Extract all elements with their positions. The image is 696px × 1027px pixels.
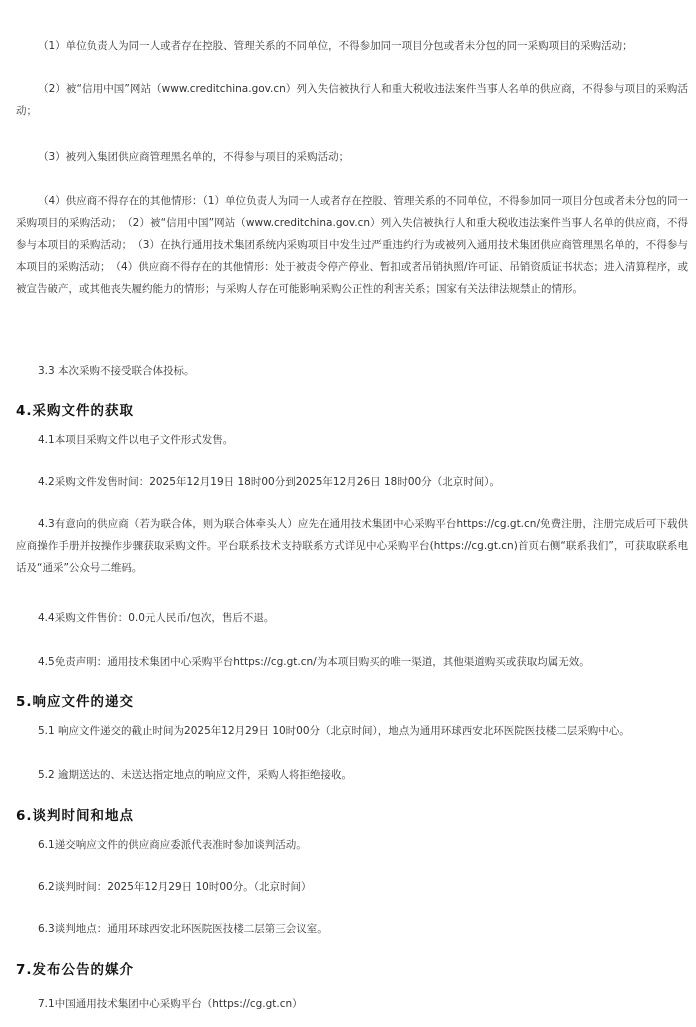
paragraph-3-3: 3.3 本次采购不接受联合体投标。: [38, 365, 195, 377]
paragraph-4-2: 4.2采购文件发售时间：2025年12月19日 18时00分到2025年12月26日 18时00分（北京时间）。: [38, 476, 500, 488]
paragraph-5-1: 5.1 响应文件递交的截止时间为2025年12月29日 10时00分（北京时间），地点为通用环球西安北环医院医技楼二层采购中心。: [38, 725, 630, 737]
paragraph-3-2-3: （3）被列入集团供应商管理黑名单的，不得参与项目的采购活动；: [38, 151, 350, 163]
paragraph-6-2: 6.2谈判时间：2025年12月29日 10时00分。（北京时间）: [38, 881, 312, 893]
paragraph-7-1: 7.1中国通用技术集团中心采购平台（https://cg.gt.cn）: [38, 998, 303, 1010]
section-heading-4: 4.采购文件的获取: [16, 403, 135, 419]
section-heading-6: 6.谈判时间和地点: [16, 808, 135, 824]
section-heading-5: 5.响应文件的递交: [16, 694, 135, 710]
paragraph-3-2-1: （1）单位负责人为同一人或者存在控股、管理关系的不同单位，不得参加同一项目分包或者未分包的同一采购项目的采购活动；: [38, 40, 633, 52]
paragraph-4-3: 4.3有意向的供应商（若为联合体，则为联合体牵头人）应先在通用技术集团中心采购平台https://cg.gt.cn/免费注册，注册完成后可下载供应商操作手册并按操作步骤获取采购文件。平台联系技术支持联系方式详见中心采购平台(https://cg.gt.cn)首页右侧“联系我们”，可获取联系电话及“通采”公众号二维码。: [16, 518, 688, 574]
paragraph-4-1: 4.1本项目采购文件以电子文件形式发售。: [38, 434, 234, 446]
paragraph-5-2: 5.2 逾期送达的、未送达指定地点的响应文件，采购人将拒绝接收。: [38, 769, 353, 781]
paragraph-4-5: 4.5免责声明：通用技术集团中心采购平台https://cg.gt.cn/为本项目购买的唯一渠道，其他渠道购买或获取均属无效。: [38, 656, 590, 668]
paragraph-3-2-2: （2）被“信用中国”网站（www.creditchina.gov.cn）列入失信被执行人和重大税收违法案件当事人名单的供应商，不得参与项目的采购活动；: [16, 83, 688, 117]
paragraph-3-2-4: （4）供应商不得存在的其他情形：（1）单位负责人为同一人或者存在控股、管理关系的不同单位，不得参加同一项目分包或者未分包的同一采购项目的采购活动； （2）被“信用中国”网站（www.creditchina.gov.cn）列入失信被执行人和重大税收违法案件当事人名单的供应商，不得参与本项目的采购活动； （3）在执行通用技术集团系统内采购项目中发生过严重违约行为或被列入通用技术集团供应商管理黑名单的，不得参与本项目的采购活动； （4）供应商不得存在的其他情形：处于被责令停产停业、暂扣或者吊销执照/许可证、吊销资质证书状态；进入清算程序，或被宣告破产，或其他丧失履约能力的情形；与采购人存在可能影响采购公正性的利害关系；国家有关法律法规禁止的情形。: [16, 195, 688, 295]
paragraph-4-4: 4.4采购文件售价：0.0元人民币/包次，售后不退。: [38, 612, 275, 624]
section-heading-7: 7.发布公告的媒介: [16, 962, 135, 978]
paragraph-6-1: 6.1递交响应文件的供应商应委派代表准时参加谈判活动。: [38, 839, 307, 851]
paragraph-6-3: 6.3谈判地点：通用环球西安北环医院医技楼二层第三会议室。: [38, 923, 328, 935]
